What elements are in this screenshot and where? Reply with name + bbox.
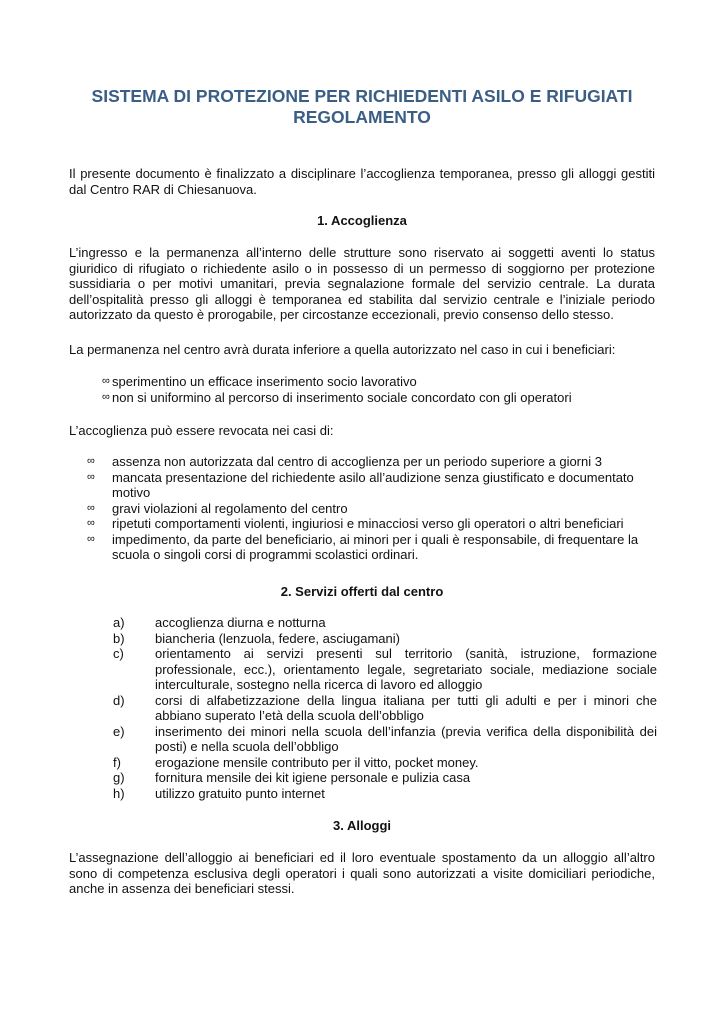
list-item-text: ripetuti comportamenti violenti, ingiuriosi e minacciosi verso gli operatori o altri beneficiari [112,516,624,531]
infinity-bullet-icon: ∞ [87,455,95,467]
list-item [113,724,657,755]
section-1-paragraph-2: La permanenza nel centro avrà durata inferiore a quella autorizzato nel caso in cui i beneficiari: [69,342,616,357]
list-item-label: e) [113,723,125,739]
list-item [113,615,657,631]
list-item-text: utilizzo gratuito punto internet [155,785,325,801]
list-item-label: c) [113,646,124,661]
beneficiary-conditions-list [102,374,622,405]
list-item-label: b) [113,630,125,646]
list-item-text: gravi violazioni al regolamento del centro [112,500,348,516]
list-item [87,516,657,532]
list-item-text: inserimento dei minori nella scuola dell’infanzia (previa verifica della disponibilità dei posti) e nella scuola dell’obbligo [155,723,657,754]
intro-paragraph: Il presente documento è finalizzato a disciplinare l’accoglienza temporanea, presso gli alloggi gestiti dal Centro RAR di Chiesanuova. [69,166,655,197]
list-item-text: biancheria (lenzuola, federe, asciugamani) [155,630,400,646]
infinity-bullet-icon: ∞ [87,532,95,545]
title-line-2: REGOLAMENTO [293,107,431,127]
infinity-bullet-icon: ∞ [102,390,110,403]
services-list [113,615,657,801]
list-item [102,374,622,390]
list-item [87,470,657,501]
list-item [87,454,657,470]
list-item-label: h) [113,785,125,801]
list-item-text: erogazione mensile contributo per il vitto, pocket money. [155,754,479,770]
section-1-paragraph-3: L’accoglienza può essere revocata nei casi di: [69,423,334,438]
list-item-text: accoglienza diurna e notturna [155,615,326,630]
list-item-text: orientamento ai servizi presenti sul territorio (sanità, istruzione, formazione professionale, ecc.), orientamento legale, segretariato sociale, mediazione sociale interculturale, sostegno nella ricerca di lavoro ed alloggio [155,646,657,692]
list-item-text: corsi di alfabetizzazione della lingua italiana per tutti gli adulti e per i minori che abbiano superato l’età della scuola dell’obbligo [155,692,657,723]
revocation-cases-list [87,454,657,563]
list-item-text: non si uniformino al percorso di inserimento sociale concordato con gli operatori [112,389,572,405]
infinity-bullet-icon: ∞ [87,501,95,514]
infinity-bullet-icon: ∞ [87,470,95,483]
list-item [113,646,657,693]
list-item-label: d) [113,692,125,708]
list-item [87,532,657,563]
list-item [113,693,657,724]
list-item-text: assenza non autorizzata dal centro di accoglienza per un periodo superiore a giorni 3 [112,454,602,469]
list-item [113,631,657,647]
section-1-heading: 1. Accoglienza [317,213,407,228]
infinity-bullet-icon: ∞ [87,517,95,529]
list-item-text: mancata presentazione del richiedente asilo all’audizione senza giustificato e documentato motivo [112,469,634,500]
list-item-text: fornitura mensile dei kit igiene personale e pulizia casa [155,770,471,785]
section-3-heading: 3. Alloggi [332,818,392,833]
list-item [102,390,622,406]
list-item-text: impedimento, da parte del beneficiario, ai minori per i quali è responsabile, di frequentare la scuola o singoli corsi di programmi scolastici ordinari. [112,531,639,562]
list-item-label: a) [113,615,125,630]
section-1-paragraph-1: L’ingresso e la permanenza all’interno delle strutture sono riservato ai soggetti aventi lo status giuridico di rifugiato o richiedente asilo o in possesso di un permesso di soggiorno per protezione sussidiaria o per motivi umanitari, previa segnalazione formale del servizio centrale. La durata dell’ospitalità presso gli alloggi è temporanea ed stabilita dal servizio centrale e l’iniziale periodo autorizzato da questo è prorogabile, per circostanze eccezionali, previo consenso dello stesso. [69,245,655,322]
section-3-paragraph: L’assegnazione dell’alloggio ai beneficiari ed il loro eventuale spostamento da un alloggio all’altro sono di competenza esclusiva degli operatori i quali sono autorizzati a visite domiciliari periodiche, anche in assenza dei beneficiari stessi. [69,850,655,896]
infinity-bullet-icon: ∞ [102,375,110,387]
list-item-label: g) [113,770,125,785]
list-item [113,755,657,771]
list-item-text: sperimentino un efficace inserimento socio lavorativo [112,374,417,389]
document-title [60,86,664,128]
section-2-heading: 2. Servizi offerti dal centro [280,584,444,599]
list-item [87,501,657,517]
title-line-1: SISTEMA DI PROTEZIONE PER RICHIEDENTI ASILO E RIFUGIATI [91,86,633,106]
list-item [113,770,657,786]
list-item-label: f) [113,754,121,770]
list-item [113,786,657,802]
